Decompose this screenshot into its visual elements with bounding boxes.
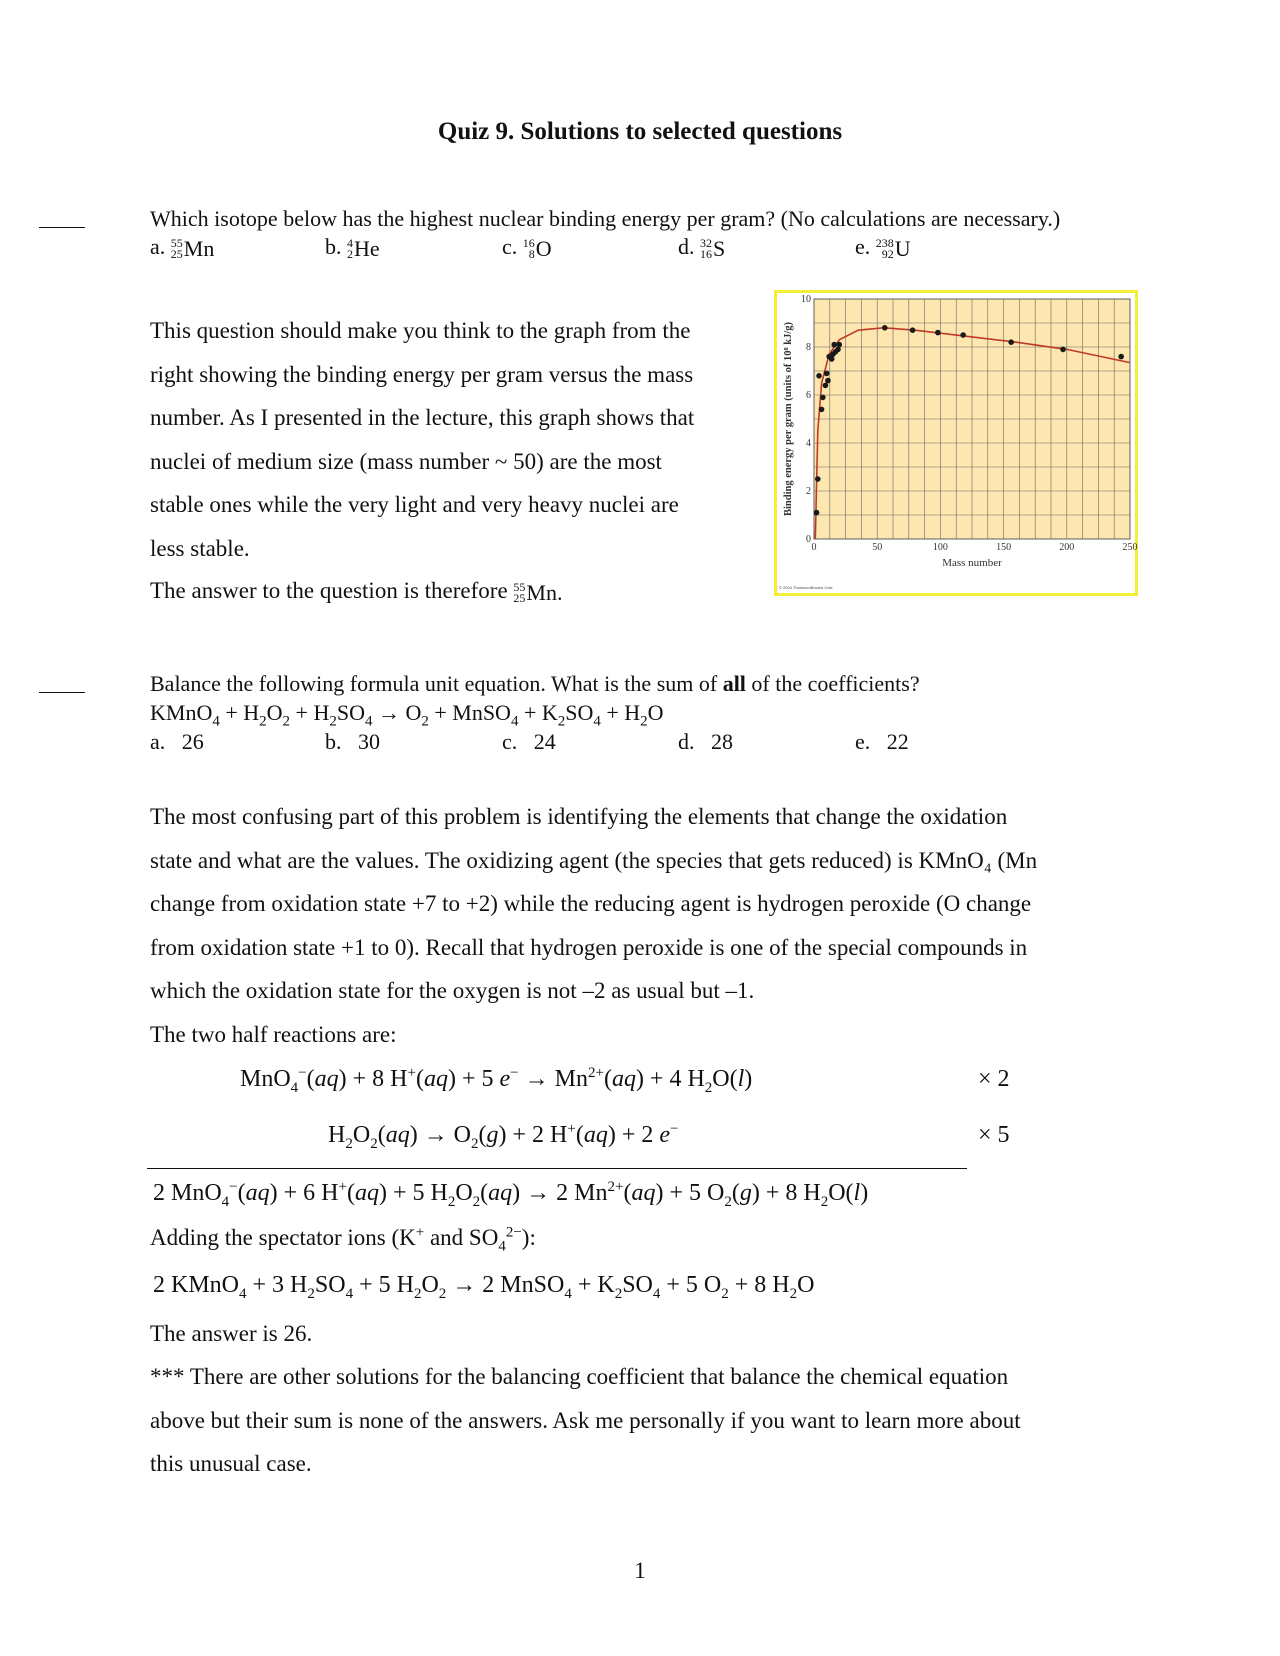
q2-question-pre: Balance the following formula unit equation. What is the sum of	[150, 671, 723, 696]
half-reaction-1: MnO$_4$−(aq) + 8 H+(aq) + 5 $e^- \to Mn^{2+}(aq) + 4$ $H_2O(l)$	[240, 1065, 753, 1096]
element-symbol: He	[354, 235, 380, 261]
multiplier-1: × 2	[978, 1066, 1010, 1092]
q1-option-4	[678, 234, 725, 262]
data-point	[814, 510, 820, 516]
data-point	[935, 330, 941, 336]
element-symbol: S	[713, 235, 726, 261]
mass-number: 16	[522, 235, 535, 250]
q1-option-5	[855, 234, 911, 262]
q2-explanation-line: The two half reactions are:	[150, 1021, 397, 1047]
sum-rule	[147, 1168, 967, 1169]
x-tick-label: 250	[1122, 542, 1138, 553]
option-letter: b.	[325, 729, 342, 754]
atomic-number: 92	[881, 246, 894, 261]
answer-blank-2	[39, 692, 85, 693]
y-axis-label: Binding energy per gram (units of 10⁸ kJ/g)	[783, 321, 794, 517]
option-value: 26	[181, 729, 204, 754]
q2-explanation-line: The most confusing part of this problem is identifying the elements that change the oxidation	[150, 804, 1008, 829]
q2-option-4	[678, 729, 733, 755]
x-tick-label: 150	[996, 542, 1012, 553]
isotope	[171, 234, 215, 262]
data-point	[816, 373, 822, 379]
q2-explanation-line: state and what are the values. The oxidizing agent (the species that gets reduced) is KMnO₄ (Mn	[150, 847, 1038, 873]
element-symbol: Mn	[183, 235, 215, 261]
mass-number: 32	[700, 235, 712, 250]
data-point	[815, 476, 821, 482]
option-letter: b.	[325, 234, 342, 259]
q2-question	[150, 671, 920, 697]
data-point	[960, 332, 966, 338]
q1-question: Which isotope below has the highest nuclear binding energy per gram? (No calculations are necessary.)	[150, 206, 1061, 231]
q2-option-3	[502, 729, 556, 755]
answer-atomic-number: 25	[513, 590, 526, 605]
answer-mass-number: 55	[513, 579, 526, 594]
q1-explanation-line: stable ones while the very light and very heavy nuclei are	[150, 492, 679, 517]
data-point	[882, 325, 888, 331]
spectator-text: Adding the spectator ions (K	[150, 1225, 416, 1250]
y-tick-label: 10	[801, 294, 811, 305]
data-point	[835, 347, 841, 353]
data-point	[910, 327, 916, 333]
y-tick-label: 2	[806, 486, 811, 497]
isotope	[347, 234, 380, 262]
q1-answer-prefix: The answer to the question is therefore	[150, 578, 508, 603]
mass-number: 4	[347, 235, 353, 250]
half-reaction-2: $H_2O_2(aq) \to O_2(g) + 2$ H+(aq) + 2 e−	[328, 1121, 679, 1152]
q2-answer: The answer is 26.	[150, 1321, 313, 1346]
y-tick-label: 6	[806, 390, 811, 401]
option-letter: a.	[150, 234, 166, 259]
data-point	[1008, 339, 1014, 345]
option-letter: e.	[855, 234, 871, 259]
atomic-number: 25	[170, 246, 183, 261]
data-point	[1060, 347, 1066, 353]
q1-explanation-line: less stable.	[150, 535, 250, 561]
copyright-text: © 2004 Thomson/Brooks Cole	[779, 585, 833, 590]
q2-option-2	[325, 729, 380, 755]
x-tick-label: 0	[811, 542, 817, 553]
q2-note-line: *** There are other solutions for the balancing coefficient that balance the chemical equation	[150, 1364, 1009, 1389]
x-tick-label: 200	[1059, 542, 1075, 553]
option-value: 28	[711, 729, 733, 754]
q2-option-5	[855, 729, 909, 755]
chart-svg	[777, 293, 1138, 593]
y-tick-label: 8	[806, 342, 811, 353]
element-symbol: O	[535, 235, 552, 261]
answer-isotope	[513, 569, 562, 614]
q1-explanation-line: right showing the binding energy per gram versus the mass	[150, 361, 694, 387]
mass-number: 238	[875, 235, 894, 250]
q2-explanation-line: which the oxidation state for the oxygen is not –2 as usual but –1.	[150, 978, 755, 1003]
answer-symbol: Mn.	[526, 579, 563, 605]
isotope	[523, 234, 552, 262]
atomic-number: 8	[528, 246, 535, 261]
q2-question-bold: all	[722, 671, 746, 696]
data-point	[819, 407, 825, 413]
data-point	[823, 383, 829, 389]
q2-explanation-line: from oxidation state +1 to 0). Recall that hydrogen peroxide is one of the special compounds in	[150, 934, 1028, 960]
data-point	[831, 342, 837, 348]
q2-explanation-line: change from oxidation state +7 to +2) while the reducing agent is hydrogen peroxide (O change	[150, 891, 1032, 916]
x-axis-label: Mass number	[942, 557, 1002, 569]
isotope	[700, 234, 725, 262]
option-letter: c.	[502, 234, 518, 259]
page-title: Quiz 9. Solutions to selected questions	[437, 118, 843, 145]
q2-option-1	[150, 729, 204, 755]
data-point	[1118, 354, 1124, 360]
option-letter: c.	[502, 729, 518, 754]
q1-option-1	[150, 234, 214, 262]
page-number: 1	[634, 1558, 646, 1583]
q1-explanation-line: This question should make you think to the graph from the	[150, 318, 691, 343]
q2-note-line: this unusual case.	[150, 1451, 312, 1476]
option-value: 24	[533, 729, 556, 754]
q1-answer	[150, 569, 562, 614]
option-value: 22	[886, 729, 909, 754]
mass-number: 55	[170, 235, 183, 250]
option-letter: d.	[678, 234, 695, 259]
option-letter: e.	[855, 729, 871, 754]
q1-option-2	[325, 234, 380, 262]
full-balanced-equation: 2 KMnO$_4$ + 3 $H_2SO_4 + 5$ $H_2O_2 \to 2$ MnSO$_4$ + $K_2SO_4 + 5$ $O_2 + 8$ $H_2O$	[153, 1272, 815, 1302]
binding-energy-chart	[774, 290, 1138, 596]
x-tick-label: 50	[872, 542, 883, 553]
spectator-line: Adding the spectator ions (K+ and $SO_4^{2-}$):	[150, 1224, 536, 1255]
data-point	[820, 395, 826, 401]
element-symbol: U	[894, 235, 911, 261]
atomic-number: 2	[347, 246, 353, 261]
data-point	[829, 356, 835, 362]
q1-option-3	[502, 234, 552, 262]
q2-note-line: above but their sum is none of the answers. Ask me personally if you want to learn more about	[150, 1407, 1021, 1433]
q2-question-post: of the coefficients?	[745, 671, 920, 696]
q1-explanation-line: nuclei of medium size (mass number ~ 50) are the most	[150, 448, 662, 474]
q2-equation: KMnO$_4$ + $H_2O_2 + H_2SO_4 \to O_2$ + MnSO$_4$ + $K_2SO_4 + H_2O$	[150, 700, 664, 730]
data-point	[824, 371, 830, 377]
atomic-number: 16	[700, 246, 712, 261]
net-ionic-equation: 2 MnO$_4$−(aq) + 6 H+(aq) + 5 $H_2O_2(aq) \to 2$ $Mn^{2+}(aq) + 5$ $O_2(g) + 8$ $H_2O(l)$	[153, 1179, 869, 1210]
multiplier-2: × 5	[978, 1122, 1010, 1148]
option-value: 30	[358, 729, 380, 754]
isotope	[876, 234, 911, 262]
option-letter: a.	[150, 729, 166, 754]
y-tick-label: 0	[806, 534, 811, 545]
x-tick-label: 100	[932, 542, 948, 553]
data-point	[836, 342, 842, 348]
y-tick-label: 4	[806, 438, 811, 449]
data-point	[825, 378, 831, 384]
q1-explanation-line: number. As I presented in the lecture, this graph shows that	[150, 405, 695, 430]
answer-blank-1	[39, 227, 85, 228]
option-letter: d.	[678, 729, 695, 754]
